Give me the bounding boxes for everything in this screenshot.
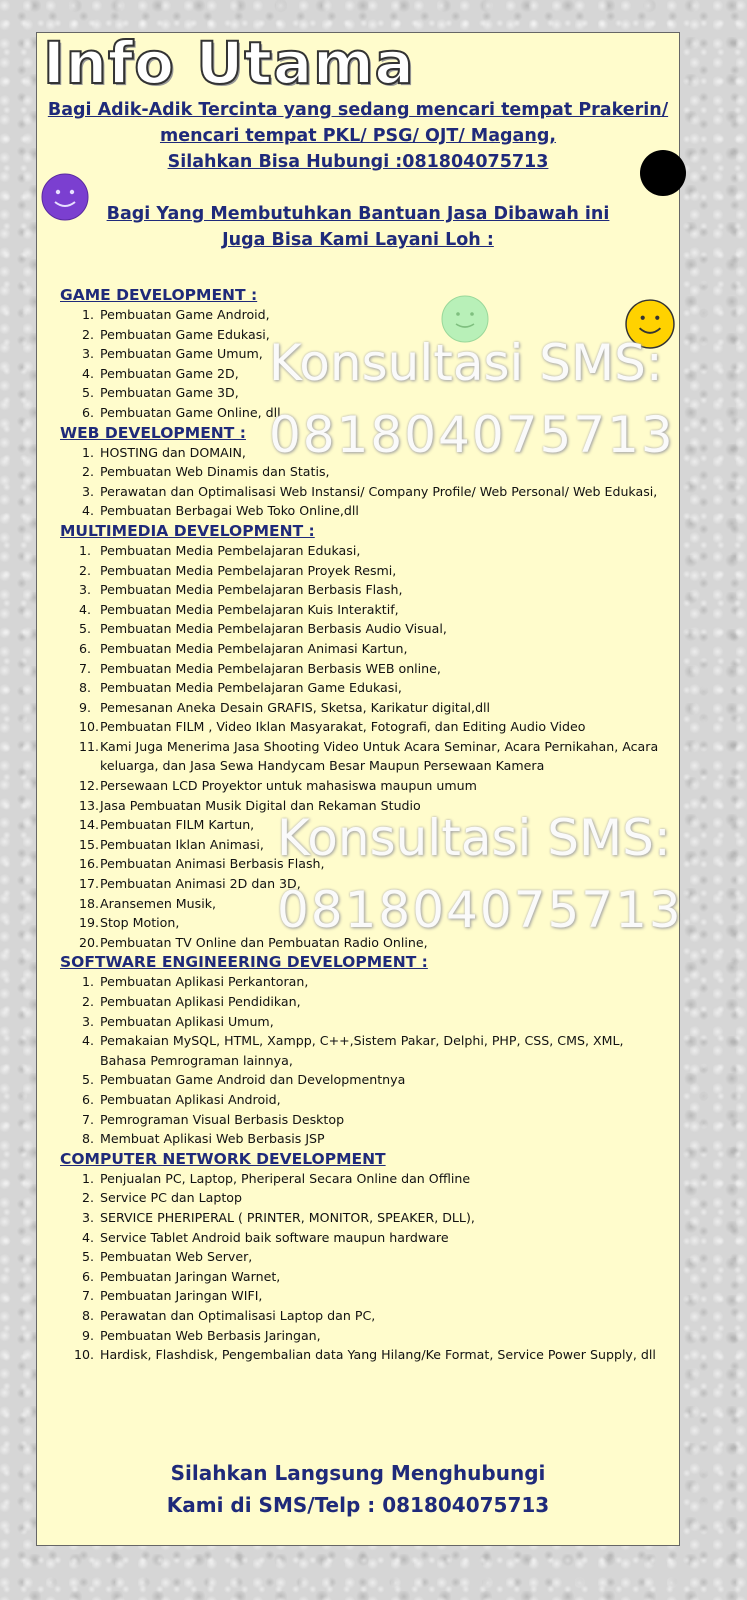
list-item: 14.Pembuatan FILM Kartun, — [79, 817, 255, 833]
intro-line: Bagi Adik-Adik Tercinta yang sedang mencari tempat Prakerin/ — [47, 100, 669, 120]
list-item: 8. Perawatan dan Optimalisasi Laptop dan PC, — [81, 1307, 376, 1323]
intro-line: mencari tempat PKL/ PSG/ OJT/ Magang, — [159, 126, 557, 146]
list-item: 6. Pembuatan Game Online, dll — [81, 404, 281, 420]
footer-contact — [37, 1457, 679, 1521]
page-title: Info Utama — [43, 29, 415, 97]
section-title-network: COMPUTER NETWORK DEVELOPMENT — [60, 1149, 386, 1168]
list-item: 3. SERVICE PHERIPERAL ( PRINTER, MONITOR, SPEAKER, DLL), — [81, 1209, 475, 1225]
list-item: 6. Pembuatan Aplikasi Android, — [81, 1091, 281, 1107]
intro-line: Silahkan Bisa Hubungi :081804075713 — [167, 152, 549, 172]
list-item: 1. HOSTING dan DOMAIN, — [81, 444, 246, 460]
multimedia-items — [60, 541, 670, 952]
list-item: 4. Pembuatan Game 2D, — [81, 365, 239, 381]
services-line: Juga Bisa Kami Layani Loh : — [222, 230, 494, 250]
footer-line: Kami di SMS/Telp : 081804075713 — [166, 1493, 550, 1517]
list-item: 4. Pembuatan Berbagai Web Toko Online,dll — [81, 503, 359, 519]
section-title-web: WEB DEVELOPMENT : — [60, 423, 246, 442]
list-item: 3. Pembuatan Media Pembelajaran Berbasis Flash, — [79, 582, 403, 598]
list-item: 10. Hardisk, Flashdisk, Pengembalian data Yang Hilang/Ke Format, Service Power Supply, dll — [73, 1347, 656, 1363]
list-item: 8. Membuat Aplikasi Web Berbasis JSP — [81, 1131, 325, 1147]
list-item: 5. Pembuatan Game Android dan Developmentnya — [81, 1072, 406, 1088]
section-title-multimedia: MULTIMEDIA DEVELOPMENT : — [60, 521, 315, 540]
list-item: 8. Pembuatan Media Pembelajaran Game Edukasi, — [79, 680, 402, 696]
list-item: 2. Pembuatan Media Pembelajaran Proyek Resmi, — [79, 562, 397, 578]
software-items — [60, 972, 670, 1148]
list-item: 3. Pembuatan Game Umum, — [81, 346, 263, 362]
list-item: 7. Pemrograman Visual Berbasis Desktop — [81, 1111, 345, 1127]
list-item: 7. Pembuatan Media Pembelajaran Berbasis WEB online, — [79, 660, 441, 676]
list-item: 2. Pembuatan Game Edukasi, — [81, 326, 270, 342]
list-item: 1. Penjualan PC, Laptop, Pheriperal Secara Online dan Offline — [81, 1170, 471, 1186]
services-list — [60, 285, 670, 1365]
list-item: 7. Pembuatan Jaringan WIFI, — [81, 1288, 263, 1304]
list-item: 12.Persewaan LCD Proyektor untuk mahasiswa maupun umum — [79, 778, 477, 794]
list-item: 6. Pembuatan Jaringan Warnet, — [81, 1268, 281, 1284]
watermark-line: 081804075713 — [277, 881, 683, 939]
list-item: 16.Pembuatan Animasi Berbasis Flash, — [79, 856, 325, 872]
list-item: 4. Service Tablet Android baik software maupun hardware — [81, 1229, 449, 1245]
black-circle-icon — [639, 149, 687, 197]
list-item: 2. Pembuatan Web Dinamis dan Statis, — [81, 464, 330, 480]
list-item: 9. Pemesanan Aneka Desain GRAFIS, Sketsa, Karikatur digital,dll — [79, 699, 491, 715]
services-line: Bagi Yang Membutuhkan Bantuan Jasa Dibawah ini — [106, 204, 610, 224]
list-item: 15.Pembuatan Iklan Animasi, — [79, 836, 264, 852]
list-item: 11.Kami Juga Menerima Jasa Shooting Video Untuk Acara Seminar, Acara Pernikahan, Acara keluarga, dan Jasa Sewa Handycam Besar Maupun Persewaan Kamera — [79, 738, 659, 774]
list-item: 1. Pembuatan Aplikasi Perkantoran, — [81, 974, 309, 990]
list-item: 20.Pembuatan TV Online dan Pembuatan Radio Online, — [79, 934, 428, 950]
list-item: 19.Stop Motion, — [79, 915, 180, 931]
services-intro — [37, 201, 679, 253]
list-item: 13.Jasa Pembuatan Musik Digital dan Rekaman Studio — [79, 797, 421, 813]
list-item: 9. Pembuatan Web Berbasis Jaringan, — [81, 1327, 321, 1343]
list-item: 5. Pembuatan Media Pembelajaran Berbasis Audio Visual, — [79, 621, 447, 637]
game-items — [60, 305, 670, 423]
list-item: 2. Pembuatan Aplikasi Pendidikan, — [81, 994, 301, 1009]
list-item: 1. Pembuatan Media Pembelajaran Edukasi, — [79, 542, 361, 558]
purple-smiley-icon — [41, 173, 89, 221]
list-item: 5. Pembuatan Web Server, — [81, 1249, 253, 1265]
watermark-line: Konsultasi SMS: — [277, 809, 671, 867]
list-item: 18.Aransemen Musik, — [79, 895, 217, 911]
list-item: 4. Pembuatan Media Pembelajaran Kuis Interaktif, — [79, 601, 399, 617]
network-items — [60, 1169, 670, 1365]
list-item: 6. Pembuatan Media Pembelajaran Animasi Kartun, — [79, 640, 408, 656]
section-title-game: GAME DEVELOPMENT : — [60, 286, 258, 304]
list-item: 17.Pembuatan Animasi 2D dan 3D, — [79, 876, 301, 892]
poster — [36, 29, 683, 1546]
list-item: 4. Pemakaian MySQL, HTML, Xampp, C++,Sistem Pakar, Delphi, PHP, CSS, CMS, XML, Bahasa Pemrograman lainnya, — [81, 1033, 624, 1068]
list-item: 10.Pembuatan FILM , Video Iklan Masyarakat, Fotografi, dan Editing Audio Video — [79, 719, 586, 735]
list-item: 3. Perawatan dan Optimalisasi Web Instansi/ Company Profile/ Web Personal/ Web Edukasi, — [81, 483, 658, 499]
list-item: 1. Pembuatan Game Android, — [81, 307, 270, 322]
list-item: 2. Service PC dan Laptop — [81, 1190, 242, 1206]
web-items — [60, 443, 670, 521]
intro-text — [37, 97, 679, 175]
list-item: 3. Pembuatan Aplikasi Umum, — [81, 1013, 274, 1029]
watermark-line: Konsultasi SMS: — [269, 334, 663, 392]
watermark-line: 081804075713 — [269, 406, 675, 464]
section-title-software: SOFTWARE ENGINEERING DEVELOPMENT : — [60, 953, 428, 972]
footer-line: Silahkan Langsung Menghubungi — [170, 1461, 546, 1485]
list-item: 5. Pembuatan Game 3D, — [81, 385, 239, 401]
